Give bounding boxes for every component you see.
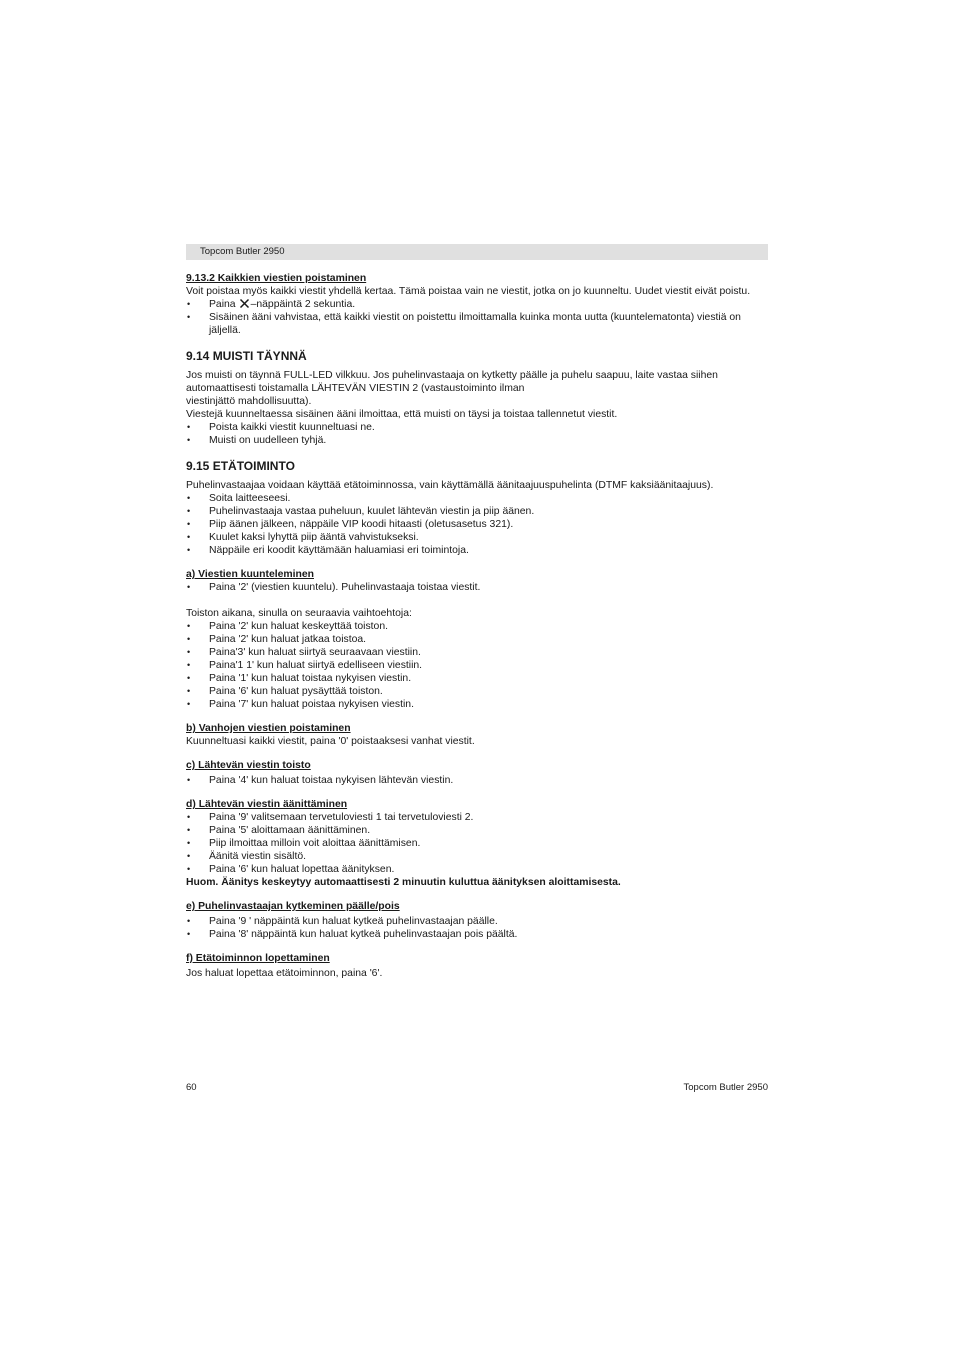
list-item: • Paina '7' kun haluat poistaa nykyisen viestin. xyxy=(186,698,768,711)
list-item: • Paina '2' kun haluat jatkaa toistoa. xyxy=(186,633,768,646)
bullet-text-suffix: –näppäintä 2 sekuntia. xyxy=(250,299,356,310)
section-9-15-intro: Puhelinvastaajaa voidaan käyttää etätoiminnossa, vain käyttämällä äänitaajuuspuhelinta (DTMF kaksiäänitaajuus). xyxy=(186,480,714,491)
subsection-c-heading: c) Lähtevän viestin toisto xyxy=(186,760,311,771)
delete-key-icon xyxy=(239,298,250,309)
section-9-14-paragraph-2: Viestejä kuunneltaessa sisäinen ääni ilmoittaa, että muisti on täysi ja toistaa tallennetut viestit. xyxy=(186,409,618,420)
subsection-b-paragraph: Kuunneltuasi kaikki viestit, paina '0' poistaaksesi vanhat viestit. xyxy=(186,736,475,747)
section-9-14-list xyxy=(186,421,768,447)
section-9-14-paragraph-1a: Jos muisti on täynnä FULL-LED vilkkuu. Jos puhelinvastaaja on kytketty päälle ja puhelu saapuu, laite vastaa siihen automaattisesti toistamalla LÄHTEVÄN VIESTIN 2 (vastaustoiminto ilman xyxy=(186,370,718,394)
running-header xyxy=(186,244,768,260)
subsection-a-paragraph: Toiston aikana, sinulla on seuraavia vaihtoehtoja: xyxy=(186,608,412,619)
subsection-f-paragraph: Jos haluat lopettaa etätoiminnon, paina '6'. xyxy=(186,968,383,979)
list-item: • Paina '2' (viestien kuuntelu). Puhelinvastaaja toistaa viestit. xyxy=(186,581,768,594)
list-item: • Paina '4' kun haluat toistaa nykyisen lähtevän viestin. xyxy=(186,774,768,787)
list-item: • Paina '1' kun haluat toistaa nykyisen viestin. xyxy=(186,672,768,685)
list-item: • Piip ilmoittaa milloin voit aloittaa äänittämisen. xyxy=(186,837,768,850)
list-item: • Paina '9' valitsemaan tervetuloviesti 1 tai tervetuloviesti 2. xyxy=(186,811,768,824)
list-item: • Paina '6' kun haluat lopettaa äänityksen. xyxy=(186,863,768,876)
list-item: • Paina '9 ' näppäintä kun haluat kytkeä puhelinvastaajan päälle. xyxy=(186,915,768,928)
list-item: • Paina '2' kun haluat keskeyttää toiston. xyxy=(186,620,768,633)
list-item: • Paina'3' kun haluat siirtyä seuraavaan viestiin. xyxy=(186,646,768,659)
page-number: 60 xyxy=(186,1082,197,1093)
list-item: • Äänitä viestin sisältö. xyxy=(186,850,768,863)
list-item: • Poista kaikki viestit kuunneltuasi ne. xyxy=(186,421,768,434)
subsection-a-list xyxy=(186,581,768,594)
bullet-text-prefix: Paina xyxy=(209,299,236,310)
list-item xyxy=(186,298,768,311)
header-title: Topcom Butler 2950 xyxy=(200,246,285,257)
list-item: • Kuulet kaksi lyhyttä piip ääntä vahvistukseksi. xyxy=(186,531,768,544)
list-item: • Puhelinvastaaja vastaa puheluun, kuulet lähtevän viestin ja piip äänen. xyxy=(186,505,768,518)
list-item: • Paina '6' kun haluat pysäyttää toiston. xyxy=(186,685,768,698)
subsection-d-list xyxy=(186,811,768,876)
section-9-13-2-heading: 9.13.2 Kaikkien viestien poistaminen xyxy=(186,273,367,284)
list-item: • Paina'1 1' kun haluat siirtyä edelliseen viestiin. xyxy=(186,659,768,672)
subsection-d-note: Huom. Äänitys keskeytyy automaattisesti 2 minuutin kuluttua äänityksen aloittamisesta. xyxy=(186,877,621,888)
subsection-e-list xyxy=(186,915,768,941)
section-9-14-paragraph-1b: viestinjättö mahdollisuutta). xyxy=(186,396,312,407)
list-item: • Paina '5' aloittamaan äänittäminen. xyxy=(186,824,768,837)
section-9-13-2-list xyxy=(186,298,768,337)
list-item: • Piip äänen jälkeen, näppäile VIP koodi hitaasti (oletusasetus 321). xyxy=(186,518,768,531)
list-item: • Näppäile eri koodit käyttämään haluamiasi eri toimintoja. xyxy=(186,544,768,557)
subsection-e-heading: e) Puhelinvastaajan kytkeminen päälle/pois xyxy=(186,901,400,912)
section-9-15-heading: 9.15 ETÄTOIMINTO xyxy=(186,459,295,473)
subsection-d-heading: d) Lähtevän viestin äänittäminen xyxy=(186,799,348,810)
subsection-a-options xyxy=(186,620,768,711)
list-item: • Paina '8' näppäintä kun haluat kytkeä puhelinvastaajan pois päältä. xyxy=(186,928,768,941)
footer-title: Topcom Butler 2950 xyxy=(683,1082,768,1093)
page-content xyxy=(186,272,768,980)
section-9-13-2-paragraph: Voit poistaa myös kaikki viestit yhdellä kertaa. Tämä poistaa vain ne viestit, jotka on jo kuunneltu. Uudet viestit eivät poistu. xyxy=(186,286,751,297)
list-item: • Sisäinen ääni vahvistaa, että kaikki viestit on poistettu ilmoittamalla kuinka monta uutta (kuuntelematonta) viestiä on jäljellä. xyxy=(186,311,768,337)
list-item: • Muisti on uudelleen tyhjä. xyxy=(186,434,768,447)
subsection-a-heading: a) Viestien kuunteleminen xyxy=(186,569,314,580)
section-9-15-list xyxy=(186,492,768,557)
subsection-f-heading: f) Etätoiminnon lopettaminen xyxy=(186,953,330,964)
subsection-b-heading: b) Vanhojen viestien poistaminen xyxy=(186,723,351,734)
subsection-c-list xyxy=(186,774,768,787)
section-9-14-heading: 9.14 MUISTI TÄYNNÄ xyxy=(186,349,307,363)
list-item: • Soita laitteeseesi. xyxy=(186,492,768,505)
